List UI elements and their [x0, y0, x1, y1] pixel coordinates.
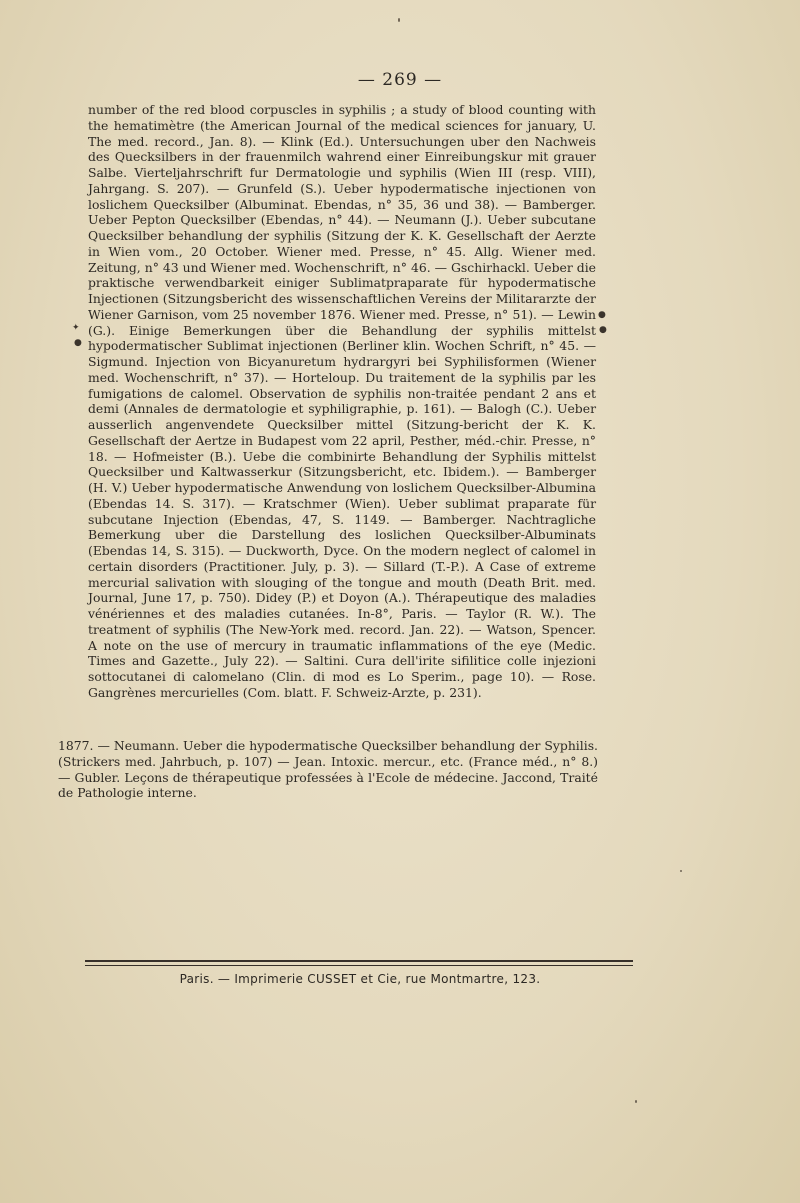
bibliography-paragraph: number of the red blood corpuscles in syphilis ; a study of blood counting with the hematimètre (the American Journal of the medical sciences for january, U. The med. record., Jan. 8). — Klink (Ed.). Untersuchungen uber den Nachweis des Quecksilbers in der frauenmilch wahrend einer Einreibungskur mit grauer Salbe. Vierteljahrschrift fur Dermatologie und syphilis (Wien III (resp. VIII), Jahrgang. S. 207). — Grunfeld (S.). Ueber hypodermatische injectionen von loslichem Quecksilber (Albuminat. Ebendas, n° 35, 36 und 38). — Bamberger. Ueber Pepton Quecksilber (Ebendas, n° 44). — Neumann (J.). Ueber subcutane Quecksilber behandlung der syphilis (Sitzung der K. K. Gesellschaft der Aerzte in Wien vom., 20 October. Wiener med. Presse, n° 45. Allg. Wiener med. Zeitung, n° 43 und Wiener med. Wochenschrift, n° 46. — Gschirhackl. Ueber die praktische verwendbarkeit einiger Sublimatpraparate für hypodermatische Injectionen (Sitzungsbericht des wissenschaftlichen Vereins der Militararzte der Wiener Garnison, vom 25 november 1876. Wiener med. Presse, n° 51). — Lewin (G.). Einige Bemerkungen über die Behandlung der syphilis mittelst hypodermatischer Sublimat injectionen (Berliner klin. Wochen Schrift, n° 45. — Sigmund. Injection von Bicyanuretum hydrargyri bei Syphilisformen (Wiener med. Wochenschrift, n° 37). — Horteloup. Du traitement de la syphilis par les fumigations de calomel. Observation de syphilis non-traitée pendant 2 ans et demi (Annales de dermatologie et syphiligraphie, p. 161). — Balogh (C.). Ueber ausserlich angenvendete Quecksilber mittel (Sitzung-bericht der K. K. Gesellschaft der Aertze in Budapest vom 22 april, Pesther, méd.-chir. Presse, n° 18. — Hofmeister (B.). Uebe die combinirte Behandlung der Syphilis mittelst Quecksilber und Kaltwasserkur (Sitzungsbericht, etc. Ibidem.). — Bamberger (H. V.) Ueber hypodermatische Anwendung von loslichem Quecksilber-Albumina (Ebendas 14. S. 317). — Kratschmer (Wien). Ueber sublimat praparate für subcutane Injection (Ebendas, 47, S. 1149. — Bamberger. Nachtragliche Bemerkung uber die Darstellung des loslichen Quecksilber-Albuminats (Ebendas 14, S. 315). — Duckworth, Dyce. On the modern neglect of calomel in certain disorders (Practitioner. July, p. 3). — Sillard (T.-P.). A Case of extreme mercurial salivation with slouging of the tongue and mouth (Death Brit. med. Journal, June 17, p. 750). Didey (P.) et Doyon (A.). Thérapeutique des maladies vénériennes et des maladies cutanées. In-8°, Paris. — Taylor (R. W.). The treatment of syphilis (The New-York med. record. Jan. 22). — Watson, Spencer. A note on the use of mercury in traumatic inflammations of the eye (Medic. Times and Gazette., July 22). — Saltini. Cura dell'irite sifilitice colle injezioni sottocutanei di calomelano (Clin. di mod es Lo Sperim., page 10). — Rose. Gangrènes mercurielles (Com. blatt. F. Schweiz-Arzte, p. 231).	[88, 102, 596, 700]
margin-mark: ●	[598, 310, 606, 320]
imprint-rule-thin	[85, 965, 633, 966]
entry-text: — Neumann. Ueber die hypodermatische Quecksilber behandlung der Syphilis. (Strickers med. Jahrbuch, p. 107) — Jean. Intoxic. mercur., etc. (France méd., n° 8.) — Gubler. Leçons de thérapeutique professées à l'Ecole de médecine. Jaccond, Traité de Pathologie interne.	[58, 738, 598, 801]
bibliography-text	[88, 102, 596, 701]
margin-mark: ✦	[72, 323, 80, 333]
paper-speck	[398, 18, 400, 22]
imprint-rule	[85, 960, 633, 962]
margin-mark: ●	[74, 338, 82, 348]
printer-imprint: Paris. — Imprimerie CUSSET et Cie, rue Montmartre, 123.	[179, 972, 541, 986]
entry-year: 1877.	[58, 738, 94, 753]
margin-mark: ●	[599, 325, 607, 335]
page-number: — 269 —	[357, 70, 443, 90]
paper-speck	[680, 870, 682, 872]
entry-1877	[58, 738, 598, 801]
paper-speck	[635, 1100, 637, 1103]
